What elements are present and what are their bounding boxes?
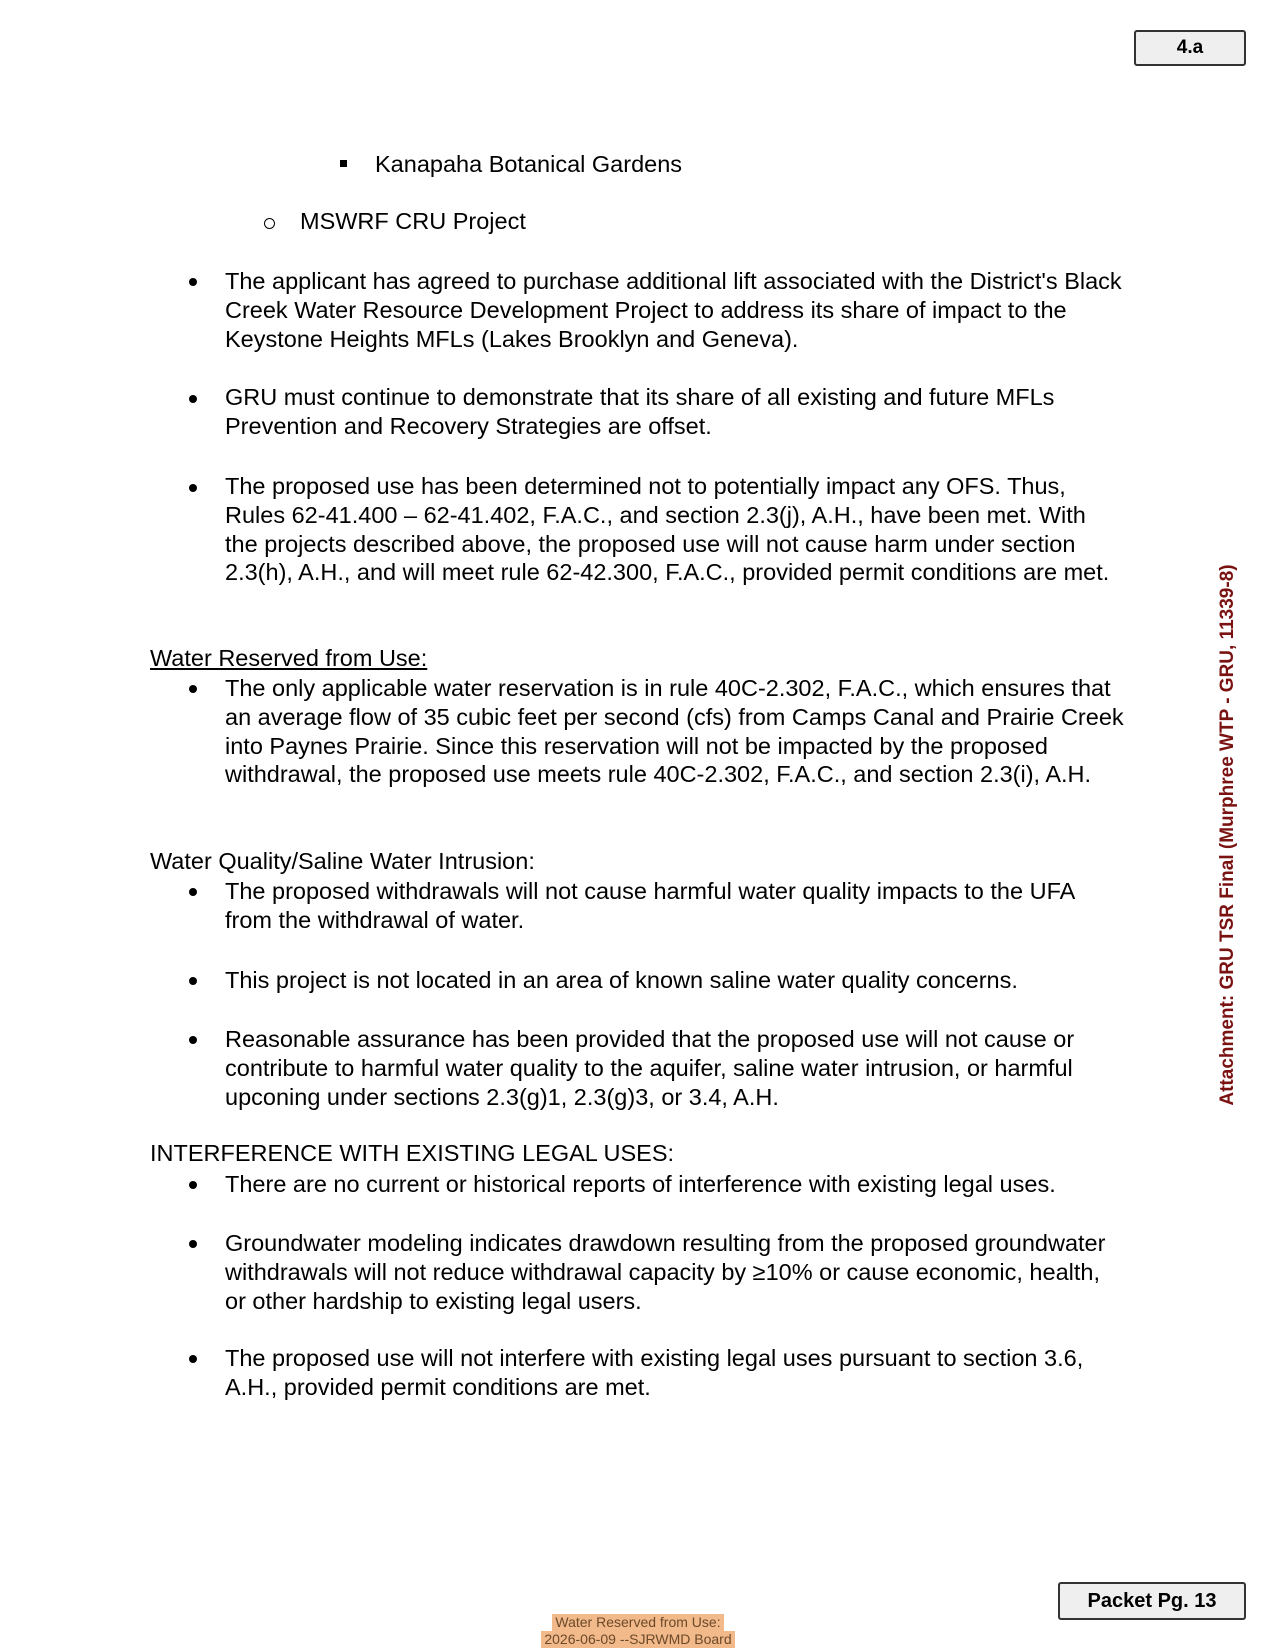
bullet-dot-icon [189, 685, 197, 693]
packet-page-tab: Packet Pg. 13 [1058, 1582, 1246, 1620]
agenda-item-tab: 4.a [1134, 30, 1246, 66]
heading-interference: INTERFERENCE WITH EXISTING LEGAL USES: [150, 1140, 675, 1166]
paragraph-no-interference-reports: There are no current or historical reports of interference with existing legal uses. [225, 1171, 1056, 1197]
paragraph-legal-uses: The proposed use will not interfere with existing legal uses pursuant to section 3.6, A.H., provided permit conditions are met. [225, 1345, 1084, 1400]
bullet-dot-icon [189, 278, 197, 286]
bullet-dot-icon [189, 484, 197, 492]
paragraph-quality-impacts: The proposed withdrawals will not cause harmful water quality impacts to the UFA from the withdrawal of water. [225, 878, 1075, 933]
bullet-dot-icon [189, 1181, 197, 1189]
bullet-dot-icon [189, 1036, 197, 1044]
list-item-mswrf: MSWRF CRU Project [300, 208, 526, 234]
circle-bullet-icon [264, 218, 275, 229]
square-bullet-icon [340, 160, 347, 167]
bullet-dot-icon [189, 977, 197, 985]
stamp-line-1: Water Reserved from Use: [552, 1614, 723, 1631]
attachment-sidebar [1214, 535, 1242, 1135]
paragraph-reasonable-assurance: Reasonable assurance has been provided that the proposed use will not cause or contribute to harmful water quality to the aquifer, saline water intrusion, or harmful upconing under sections 2.3(g)1, 2.3(g)3, or 3.4, A.H. [225, 1026, 1075, 1110]
stamp-line-2: 2026-06-09 --SJRWMD Board [541, 1631, 734, 1648]
paragraph-ofs-impact: The proposed use has been determined not to potentially impact any OFS. Thus, Rules 62-41.400 – 62-41.402, F.A.C., and section 2.3(j), A.H., have been met. With the projects described above, the proposed use will not cause harm under section 2.3(h), A.H., and will meet rule 62-42.300, F.A.C., provided permit conditions are met. [225, 473, 1110, 586]
bullet-dot-icon [189, 1240, 197, 1248]
paragraph-groundwater-modeling: Groundwater modeling indicates drawdown resulting from the proposed groundwater withdrawals will not reduce withdrawal capacity by ≥10% or cause economic, health, or other hardship to existing legal users. [225, 1230, 1106, 1314]
paragraph-saline-concerns: This project is not located in an area of known saline water quality concerns. [225, 967, 1018, 993]
bullet-dot-icon [189, 888, 197, 896]
list-item-kanapaha: Kanapaha Botanical Gardens [375, 151, 683, 177]
paragraph-water-reservation: The only applicable water reservation is in rule 40C-2.302, F.A.C., which ensures that an average flow of 35 cubic feet per second (cfs) from Camps Canal and Prairie Creek into Paynes Prairie. Since this reservation will not be impacted by the proposed withdrawal, the proposed use meets rule 40C-2.302, F.A.C., and section 2.3(i), A.H. [225, 675, 1124, 788]
bullet-dot-icon [189, 1355, 197, 1363]
board-stamp [535, 1614, 741, 1648]
attachment-label: Attachment: GRU TSR Final (Murphree WTP - GRU, 11339-8) [1217, 564, 1238, 1106]
paragraph-mfls-offset: GRU must continue to demonstrate that its share of all existing and future MFLs Prevention and Recovery Strategies are offset. [225, 384, 1055, 439]
bullet-dot-icon [189, 395, 197, 403]
heading-water-reserved: Water Reserved from Use: [150, 645, 428, 671]
paragraph-black-creek: The applicant has agreed to purchase additional lift associated with the District's Black Creek Water Resource Development Project to address its share of impact to the Keystone Heights MFLs (Lakes Brooklyn and Geneva). [225, 268, 1122, 352]
heading-water-quality: Water Quality/Saline Water Intrusion: [150, 848, 535, 874]
